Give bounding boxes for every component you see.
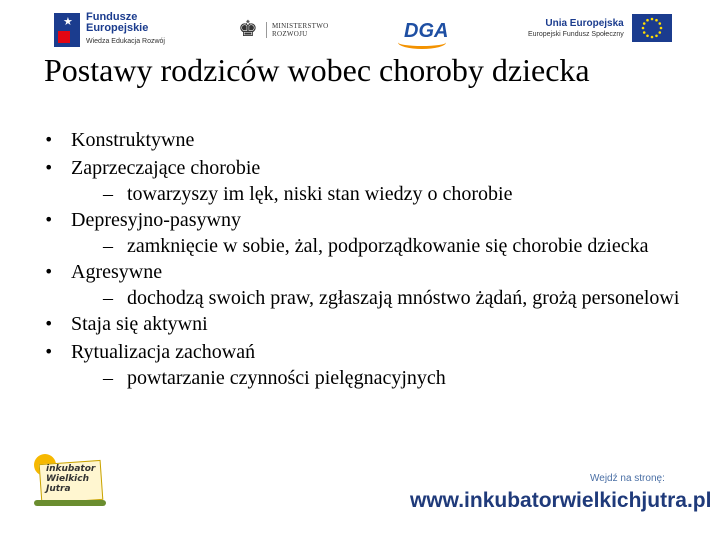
- bullet-icon: •: [44, 314, 54, 333]
- bullet-text: Rytualizacja zachowań: [71, 341, 256, 363]
- inkubator-logo-text: inkubator Wielkich Jutra: [46, 464, 96, 494]
- fundusze-europejskie-logo: [54, 12, 165, 47]
- bullet-item: [44, 312, 684, 336]
- bullet-list: [44, 128, 684, 392]
- dga-logo: [402, 20, 448, 43]
- eu-flag-icon: [632, 14, 672, 42]
- sub-item: [103, 288, 684, 308]
- bullet-icon: •: [44, 158, 54, 177]
- mr-line2: ROZWOJU: [272, 30, 308, 38]
- mr-line1: MINISTERSTWO: [272, 22, 329, 30]
- bullet-text: Depresyjno-pasywny: [71, 209, 241, 231]
- sub-text: zamknięcie w sobie, żal, podporządkowanie się chorobie dziecka: [127, 235, 649, 257]
- ue-line1: Unia Europejska: [545, 17, 624, 29]
- sub-text: towarzyszy im lęk, niski stan wiedzy o chorobie: [127, 183, 513, 205]
- fe-flag-icon: ★: [54, 13, 80, 47]
- website-link[interactable]: www.inkubatorwielkichjutra.pl: [410, 489, 712, 512]
- bullet-icon: •: [44, 262, 54, 281]
- bullet-icon: •: [44, 342, 54, 361]
- unia-europejska-logo: [528, 14, 672, 42]
- sub-item: [103, 368, 684, 388]
- fe-line3: Wiedza Edukacja Rozwój: [86, 38, 165, 45]
- bullet-item: [44, 156, 684, 204]
- bullet-icon: •: [44, 210, 54, 229]
- bullet-item: [44, 208, 684, 256]
- sub-text: powtarzanie czynności pielęgnacyjnych: [127, 367, 446, 389]
- visit-prompt: Wejdź na stronę:: [590, 473, 665, 484]
- ue-line2: Europejski Fundusz Społeczny: [528, 30, 624, 38]
- slide-title: Postawy rodziców wobec choroby dziecka: [44, 52, 590, 88]
- dash-icon: –: [103, 235, 113, 257]
- sub-item: [103, 236, 684, 256]
- bullet-item: [44, 128, 684, 152]
- bullet-text: Konstruktywne: [71, 129, 195, 151]
- sub-text: dochodzą swoich praw, zgłaszają mnóstwo żądań, grożą personelowi: [127, 287, 680, 309]
- dash-icon: –: [103, 183, 113, 205]
- fe-line2: Europejskie: [86, 22, 149, 34]
- bullet-item: [44, 260, 684, 308]
- bullet-text: Staja się aktywni: [71, 313, 208, 335]
- fe-line1: Fundusze: [86, 11, 138, 23]
- logo-strip: [0, 0, 720, 56]
- bullet-item: [44, 340, 684, 388]
- inkubator-logo: [34, 452, 106, 510]
- swoosh-icon: [398, 36, 446, 49]
- eagle-icon: ♚: [238, 17, 258, 42]
- ministerstwo-logo: [236, 16, 329, 44]
- dga-text: DGA: [404, 20, 449, 42]
- dash-icon: –: [103, 287, 113, 309]
- bullet-text: Agresywne: [71, 261, 163, 283]
- dash-icon: –: [103, 367, 113, 389]
- sub-item: [103, 184, 684, 204]
- bullet-text: Zaprzeczające chorobie: [71, 157, 261, 179]
- bullet-icon: •: [44, 130, 54, 149]
